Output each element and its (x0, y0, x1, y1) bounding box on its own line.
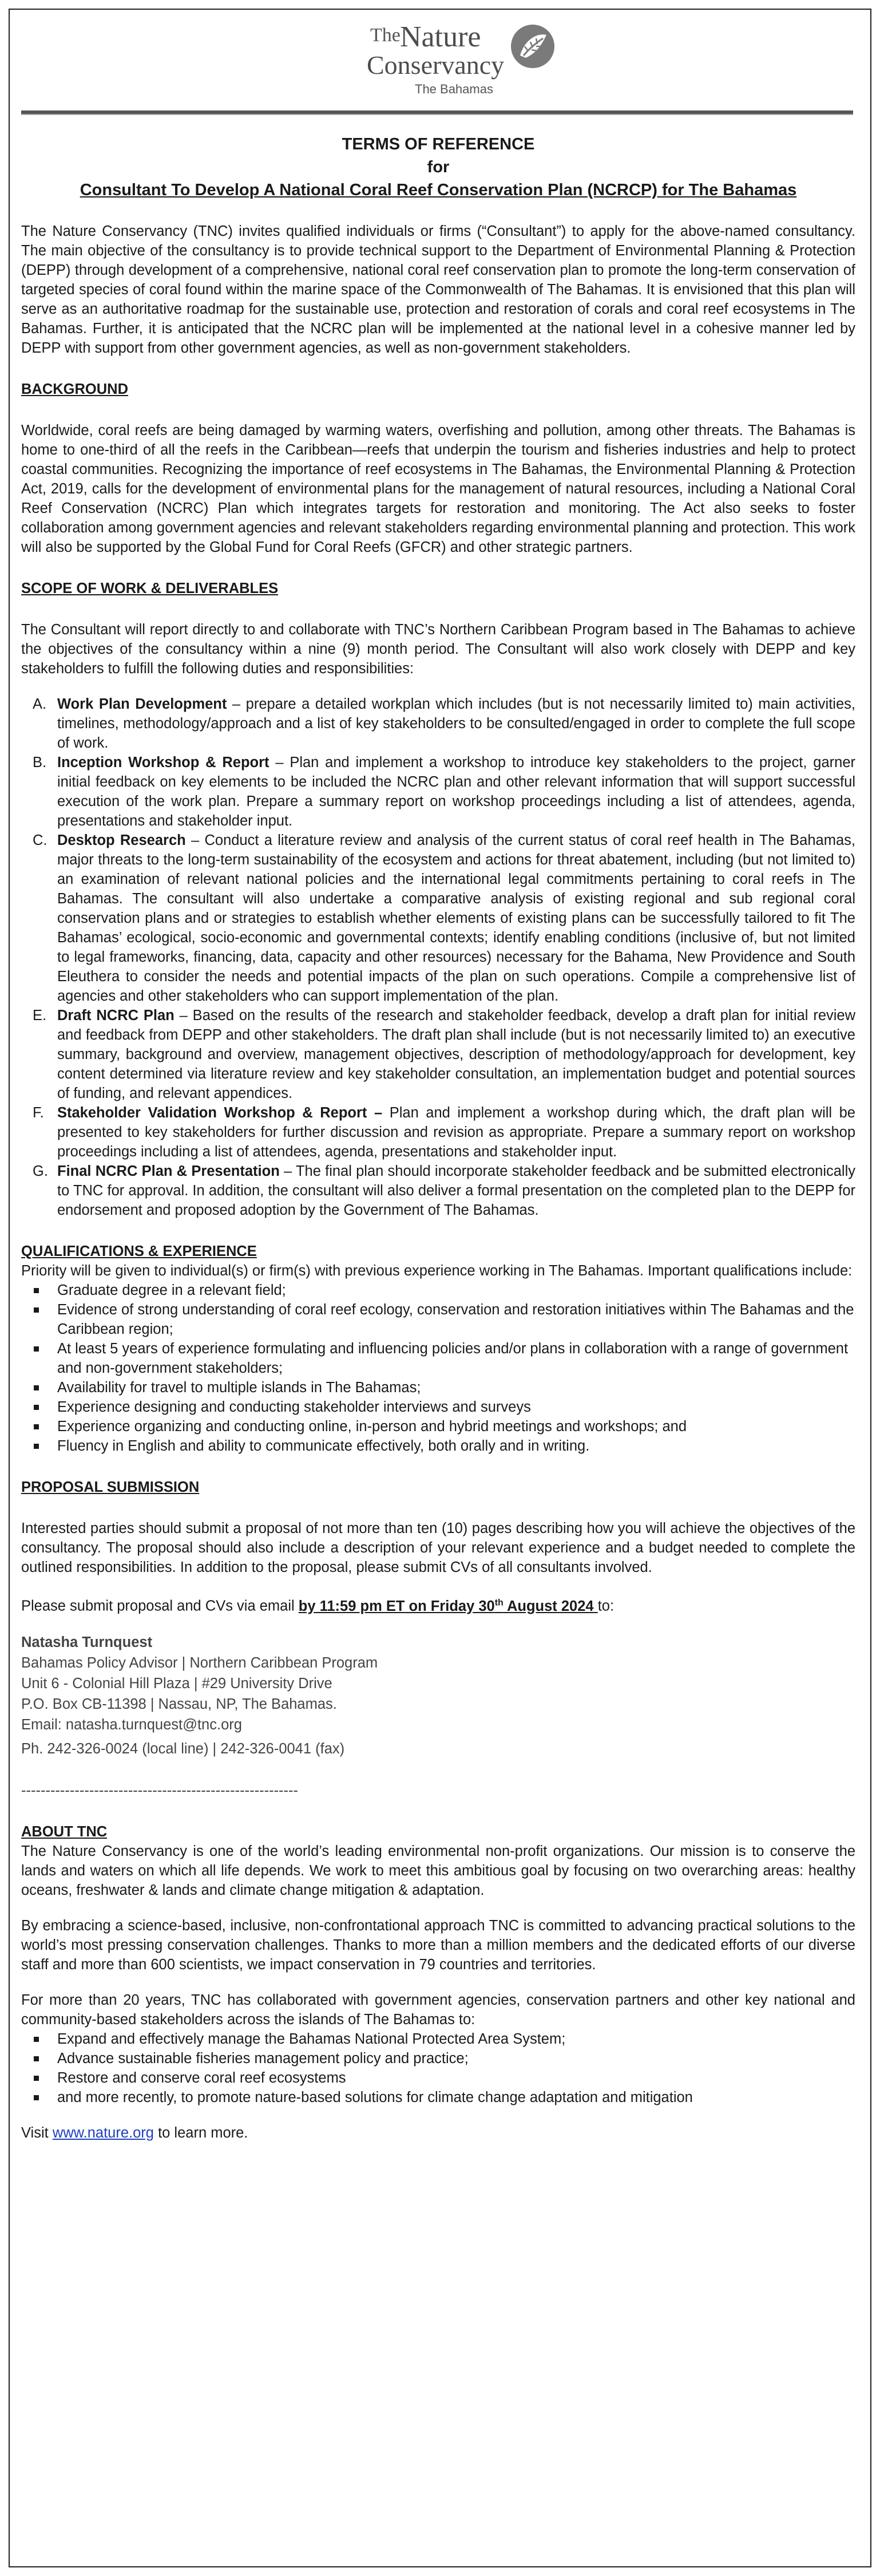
deliverable-title: Final NCRC Plan & Presentation (57, 1163, 280, 1179)
deliverable-title: Desktop Research (57, 832, 186, 848)
document-subtitle: Consultant To Develop A National Coral Reef Conservation Plan (NCRCP) for The Bahamas (80, 181, 797, 199)
contact-block (21, 1632, 855, 1759)
tnc-logo (10, 14, 873, 100)
list-item: At least 5 years of experience formulating and influencing policies and/or plans in collaboration with a range of government and non-government stakeholders; (21, 1339, 855, 1378)
list-item: Expand and effectively manage the Bahamas National Protected Area System; (21, 2029, 855, 2049)
deliverable-text: – The final plan should incorporate stakeholder feedback and be submitted electronically to TNC for approval. In addition, the consultant will also deliver a formal presentation on the completed plan to the DEPP for endorsement and proposed adoption by the Government of The Bahamas. (57, 1163, 855, 1218)
list-item: Restore and conserve coral reef ecosystems (21, 2068, 855, 2088)
scope-heading: SCOPE OF WORK & DELIVERABLES (21, 580, 279, 596)
deliverable-text: – Plan and implement a workshop to introduce key stakeholders to the project, garner initial feedback on key elements to be included the NCRC plan and other relevant information that will support successful execution of the work plan. Prepare a summary report on workshop proceedings including a list of attendees, agenda, presentations and stakeholder input. (57, 754, 855, 829)
logo-conservancy: Conservancy (367, 50, 505, 80)
document-for: for (427, 158, 450, 176)
qualifications-intro: Priority will be given to individual(s) or firm(s) with previous experience working in The Bahamas. Important qualifications include: (21, 1263, 853, 1279)
nature-org-link[interactable]: www.nature.org (52, 2124, 154, 2141)
scope-intro: The Consultant will report directly to and collaborate with TNC’s Northern Caribbean Program based in The Bahamas to achieve the objectives of the consultancy within a nine (9) month period. The Consultant will also work closely with DEPP and key stakeholders to fulfill the following duties and responsibilities: (21, 622, 855, 677)
deliverable-text: Plan and implement a workshop during which, the draft plan will be presented to key stakeholders for further discussion and revision as appropriate. Prepare a summary report on workshop proceedings including a list of attendees, agenda, presentations and stakeholder input. (57, 1105, 855, 1160)
deliverable-item: A. Work Plan Development – prepare a detailed workplan which includes (but is not necessarily limited to) main activities, timelines, methodology/approach and a list of key stakeholders to be consulted/engaged in order to complete the full scope of work. (33, 696, 855, 751)
deliverables-list (21, 694, 855, 1220)
list-item: Advance sustainable fisheries management policy and practice; (21, 2049, 855, 2068)
logo-subtitle: The Bahamas (415, 82, 493, 96)
deliverable-title: Draft NCRC Plan (57, 1008, 175, 1024)
visit-line: Visit www.nature.org to learn more. (21, 2124, 248, 2141)
list-item: Experience designing and conducting stakeholder interviews and surveys (21, 1397, 855, 1417)
contact-email[interactable]: Email: natasha.turnquest@tnc.org (21, 1716, 242, 1733)
document-page (9, 9, 871, 2567)
document-body (21, 135, 855, 2143)
submission-deadline: by 11:59 pm ET on Friday 30th August 2024 (298, 1598, 598, 1614)
deliverable-text: – Conduct a literature review and analysis of the current status of coral reef health in The Bahamas, major threats to the long-term sustainability of the ecosystem and actions for threat abatement, including (but not limited to) an examination of relevant national policies and the international legal commitments pertaining to coral reefs in The Bahamas. The consultant will also undertake a comparative analysis of existing regional and sub regional coral conservation plans and or strategies to establish whether elements of existing plans can be successfully tailored to fit The Bahamas’ ecological, socio-economic and governmental contexts; identify enabling conditions (inclusive of, but not limited to legal frameworks, financing, data, capacity and other resources) necessary for the Bahama, New Providence and South Eleuthera to consider the needs and potential impacts of the plan on such operations. Compile a comprehensive list of agencies and other stakeholders who can support implementation of the plan. (57, 832, 855, 1004)
submission-instructions: Please submit proposal and CVs via email by 11:59 pm ET on Friday 30th August 2024 to: (21, 1598, 615, 1614)
deliverable-item: G. Final NCRC Plan & Presentation – The final plan should incorporate stakeholder feedback and be submitted electronically to TNC for approval. In addition, the consultant will also deliver a formal presentation on the completed plan to the DEPP for endorsement and proposed adoption by the Government of The Bahamas. (33, 1163, 855, 1218)
contact-phone: Ph. 242-326-0024 (local line) | 242-326-0041 (fax) (21, 1740, 345, 1757)
logo-nature: Nature (400, 21, 481, 53)
about-heading: ABOUT TNC (21, 1823, 108, 1840)
about-list (21, 2029, 855, 2107)
list-item: Experience organizing and conducting online, in-person and hybrid meetings and workshops; and (21, 1417, 855, 1436)
about-paragraph-3: For more than 20 years, TNC has collaborated with government agencies, conservation partners and other key national and community-based stakeholders across the islands of The Bahamas to: (21, 1992, 855, 2028)
deliverable-text: – prepare a detailed workplan which includes (but is not necessarily limited to) main activities, timelines, methodology/approach and a list of key stakeholders to be consulted/engaged in order to complete the full scope of work. (57, 696, 855, 751)
contact-address-2: P.O. Box CB-11398 | Nassau, NP, The Bahamas. (21, 1696, 337, 1712)
list-item: Graduate degree in a relevant field; (21, 1281, 855, 1300)
intro-paragraph: The Nature Conservancy (TNC) invites qualified individuals or firms (“Consultant”) to apply for the above-named consultancy. The main objective of the consultancy is to provide technical support to the Department of Environmental Planning & Protection (DEPP) through development of a comprehensive, national coral reef conservation plan to promote the long-term conservation of targeted species of coral found within the marine space of the Commonwealth of The Bahamas. It is envisioned that this plan will serve as an authoritative roadmap for the sustainable use, protection and restoration of corals and coral reef ecosystems in The Bahamas. Further, it is anticipated that the NCRC plan will be implemented at the national level in a cohesive manner led by DEPP with support from other government agencies, as well as non-government stakeholders. (21, 223, 855, 356)
contact-role: Bahamas Policy Advisor | Northern Caribbean Program (21, 1654, 378, 1671)
deliverable-item: B. Inception Workshop & Report – Plan and implement a workshop to introduce key stakeholders to the project, garner initial feedback on key elements to be included the NCRC plan and other relevant information that will support successful execution of the work plan. Prepare a summary report on workshop proceedings including a list of attendees, agenda, presentations and stakeholder input. (33, 754, 855, 829)
deliverable-item: F. Stakeholder Validation Workshop & Report – Plan and implement a workshop during which, the draft plan will be presented to key stakeholders for further discussion and revision as appropriate. Prepare a summary report on workshop proceedings including a list of attendees, agenda, presentations and stakeholder input. (33, 1105, 855, 1160)
contact-name: Natasha Turnquest (21, 1634, 153, 1650)
list-item: Fluency in English and ability to communicate effectively, both orally and in writing. (21, 1436, 855, 1456)
proposal-paragraph: Interested parties should submit a proposal of not more than ten (10) pages describing how you will achieve the objectives of the consultancy. The proposal should also include a description of your relevant experience and a budget needed to complete the outlined responsibilities. In addition to the proposal, please submit CVs of all consultants involved. (21, 1520, 855, 1575)
contact-address-1: Unit 6 - Colonial Hill Plaza | #29 University Drive (21, 1675, 332, 1692)
about-paragraph-1: The Nature Conservancy is one of the world’s leading environmental non-profit organizations. Our mission is to conserve the lands and waters on which all life depends. We work to meet this ambitious goal by focusing on two overarching areas: healthy oceans, freshwater & lands and climate change mitigation & adaptation. (21, 1843, 855, 1898)
deliverable-item: E. Draft NCRC Plan – Based on the results of the research and stakeholder feedback, develop a draft plan for initial review and feedback from DEPP and other stakeholders. The draft plan shall include (but is not necessarily limited to) an executive summary, background and overview, management objectives, description of methodology/approach for development, key content determined via literature review and key stakeholder consultation, an implementation budget and potential sources of funding, and relevant appendices. (33, 1008, 856, 1101)
deliverable-title: Inception Workshop & Report (57, 754, 269, 771)
document-title: TERMS OF REFERENCE (342, 135, 535, 153)
about-paragraph-2: By embracing a science-based, inclusive, non-confrontational approach TNC is committed to advancing practical solutions to the world’s most pressing conservation challenges. Thanks to more than a million members and the dedicated efforts of our diverse staff and more than 600 scientists, we impact conservation in 79 countries and territories. (21, 1917, 855, 1973)
oak-leaf-icon (509, 22, 557, 70)
list-item: and more recently, to promote nature-based solutions for climate change adaptation and mitigation (21, 2088, 855, 2107)
background-paragraph: Worldwide, coral reefs are being damaged by warming waters, overfishing and pollution, among other threats. The Bahamas is home to one-third of all the reefs in the Caribbean—reefs that underpin the tourism and fisheries industries and help to protect coastal communities. Recognizing the importance of reef ecosystems in The Bahamas, the Environmental Planning & Protection Act, 2019, calls for the development of environmental plans for the management of natural resources, including a National Coral Reef Conservation (NCRC) Plan which integrates targets for restoration and monitoring. The Act also seeks to foster collaboration among government agencies and relevant stakeholders regarding environmental planning and protection. This work will also be supported by the Global Fund for Coral Reefs (GFCR) and other strategic partners. (21, 422, 855, 555)
qualifications-list (21, 1281, 855, 1456)
deliverable-title: Work Plan Development (57, 696, 227, 712)
deliverable-item: C. Desktop Research – Conduct a literature review and analysis of the current status of coral reef health in The Bahamas, major threats to the long-term sustainability of the ecosystem and actions for threat abatement, including (but not limited to) an examination of relevant national policies and the international legal commitments pertaining to coral reefs in The Bahamas. The consultant will also undertake a comparative analysis of existing regional and sub regional coral conservation plans and or strategies to establish whether elements of existing plans can be successfully tailored to fit The Bahamas’ ecological, socio-economic and governmental contexts; identify enabling conditions (inclusive of, but not limited to legal frameworks, financing, data, capacity and other resources) necessary for the Bahama, New Providence and South Eleuthera to consider the needs and potential impacts of the plan on such operations. Compile a comprehensive list of agencies and other stakeholders who can support implementation of the plan. (33, 832, 855, 1004)
list-item: Availability for travel to multiple islands in The Bahamas; (21, 1378, 855, 1397)
deliverable-title: Stakeholder Validation Workshop & Report – (57, 1105, 383, 1121)
list-item: Evidence of strong understanding of coral reef ecology, conservation and restoration initiatives within The Bahamas and the Caribbean region; (21, 1300, 855, 1339)
background-heading: BACKGROUND (21, 381, 128, 397)
logo-the: The (370, 25, 401, 46)
proposal-heading: PROPOSAL SUBMISSION (21, 1479, 200, 1495)
header-rule (21, 110, 853, 115)
deliverable-text: – Based on the results of the research and stakeholder feedback, develop a draft plan for initial review and feedback from DEPP and other stakeholders. The draft plan shall include (but is not necessarily limited to) an executive summary, background and overview, management objectives, description of methodology/approach for development, key content determined via literature review and key stakeholder consultation, an implementation budget and potential sources of funding, and relevant appendices. (57, 1008, 856, 1101)
section-divider: --------------------------------------------------------- (21, 1782, 299, 1799)
qualifications-heading: QUALIFICATIONS & EXPERIENCE (21, 1243, 257, 1259)
